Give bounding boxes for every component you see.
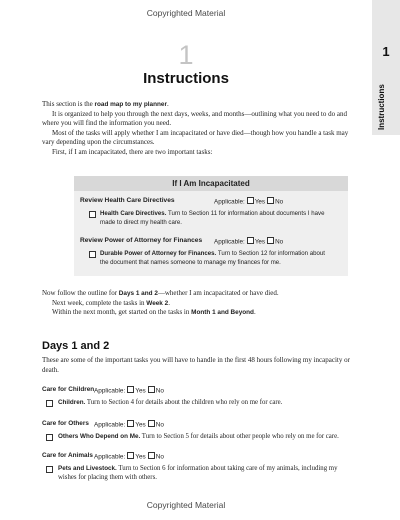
power-of-attorney-no-checkbox[interactable]: [267, 237, 274, 244]
intro-text: [42, 100, 362, 158]
incapacitated-box-header: If I Am Incapacitated: [74, 176, 348, 191]
others-item-checkbox[interactable]: [46, 434, 53, 441]
power-of-attorney-applicable: Applicable: Yes No: [214, 238, 284, 246]
power-of-attorney-item-checkbox[interactable]: [89, 251, 96, 258]
care-animals-item: Pets and Livestock. Turn to Section 6 for information about taking care of my animals, including my wishes for placing them with others.: [46, 464, 356, 483]
animals-item-checkbox[interactable]: [46, 466, 53, 473]
care-animals-title: Care for Animals: [42, 452, 93, 459]
animals-yes-checkbox[interactable]: [127, 452, 134, 459]
health-care-applicable: Applicable: Yes No: [214, 198, 284, 206]
children-no-checkbox[interactable]: [148, 386, 155, 393]
followup-text: [42, 289, 362, 318]
care-others-title: Care for Others: [42, 420, 89, 427]
intro-paragraph-3: Most of the tasks will apply whether I am incapacitated or have died—though how you handle a task may vary depending upon the circumstances.: [42, 128, 349, 147]
page-title: Instructions: [143, 70, 229, 87]
followup-paragraph-2: Next week, complete the tasks in Week 2.: [52, 298, 170, 307]
side-tab-label: Instructions: [377, 84, 386, 130]
power-of-attorney-yes-checkbox[interactable]: [247, 237, 254, 244]
followup-paragraph-3: Within the next month, get started on the tasks in Month 1 and Beyond.: [52, 308, 256, 317]
intro-paragraph-4: First, if I am incapacitated, there are two important tasks:: [52, 147, 213, 156]
chapter-number: 1: [178, 40, 194, 70]
health-care-title: Review Health Care Directives: [80, 197, 175, 204]
intro-paragraph-1: This section is the road map to my planner.: [42, 100, 169, 108]
children-item-checkbox[interactable]: [46, 400, 53, 407]
care-children-applicable: Applicable: Yes No: [94, 387, 164, 395]
others-yes-checkbox[interactable]: [127, 420, 134, 427]
power-of-attorney-title: Review Power of Attorney for Finances: [80, 237, 203, 244]
side-tab-number: 1: [382, 44, 390, 59]
others-no-checkbox[interactable]: [148, 420, 155, 427]
health-care-item: Health Care Directives. Turn to Section 11 for information about documents I have made to direct my health care.: [90, 209, 330, 227]
side-tab-label-wrap: [375, 70, 397, 130]
health-care-item-checkbox[interactable]: [89, 211, 96, 218]
health-care-yes-checkbox[interactable]: [247, 197, 254, 204]
care-others-applicable: Applicable: Yes No: [94, 421, 164, 429]
days-heading: Days 1 and 2: [42, 340, 110, 352]
power-of-attorney-item: Durable Power of Attorney for Finances. Turn to Section 12 for information about the document that names someone to manage my finances for me.: [90, 249, 330, 267]
care-animals-applicable: Applicable: Yes No: [94, 453, 164, 461]
intro-paragraph-2: It is organized to help you through the next days, weeks, and months—outlining what you need to do and where you will find the information you need.: [42, 109, 347, 128]
days-intro: These are some of the important tasks you will have to handle in the first 48 hours following my incapacity or death.: [42, 356, 350, 374]
footer-copyright: Copyrighted Material: [146, 500, 226, 510]
children-yes-checkbox[interactable]: [127, 386, 134, 393]
care-children-item: Children. Turn to Section 4 for details about the children who rely on me for care.: [46, 398, 356, 407]
animals-no-checkbox[interactable]: [148, 452, 155, 459]
header-copyright: Copyrighted Material: [146, 8, 226, 18]
incapacitated-box: [74, 176, 348, 276]
followup-paragraph-1: Now follow the outline for Days 1 and 2—whether I am incapacitated or have died.: [42, 289, 279, 297]
care-others-item: Others Who Depend on Me. Turn to Section 5 for details about other people who rely on me for care.: [46, 432, 356, 441]
health-care-no-checkbox[interactable]: [267, 197, 274, 204]
care-children-title: Care for Children: [42, 386, 95, 393]
